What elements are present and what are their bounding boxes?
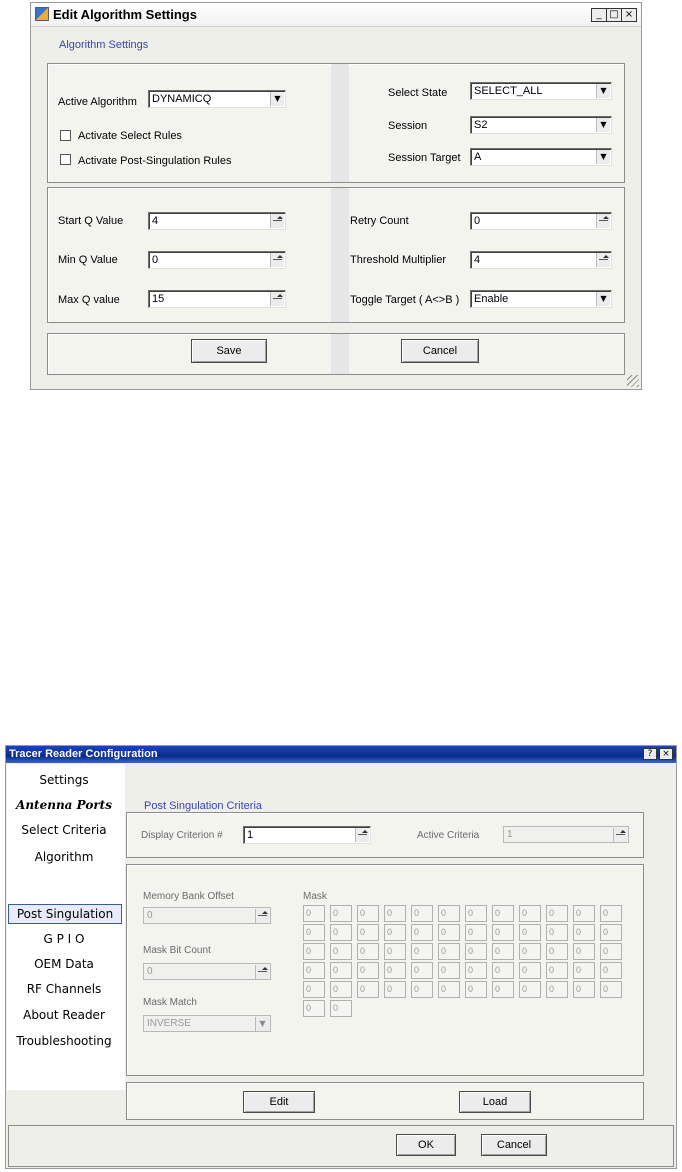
display-criterion-label: Display Criterion # [141, 830, 223, 841]
mask-cell[interactable]: 0 [519, 943, 541, 960]
algorithm-settings-link[interactable]: Algorithm Settings [59, 39, 149, 51]
retry-count-label: Retry Count [350, 215, 409, 227]
cancel-button[interactable]: Cancel [401, 339, 479, 363]
load-button[interactable]: Load [459, 1091, 531, 1113]
mask-cell[interactable]: 0 [600, 943, 622, 960]
chevron-down-icon[interactable]: ▼ [596, 84, 610, 98]
mask-cell[interactable]: 0 [357, 981, 379, 998]
mask-cell[interactable]: 0 [573, 943, 595, 960]
sidebar-item-rf-channels[interactable]: RF Channels [26, 982, 102, 996]
session-value: S2 [474, 119, 488, 131]
spin-icon [255, 909, 269, 923]
chevron-down-icon[interactable]: ▼ [596, 292, 610, 306]
chevron-down-icon[interactable]: ▼ [596, 118, 610, 132]
toggle-target-select[interactable] [470, 290, 612, 308]
mask-cell[interactable]: 0 [384, 981, 406, 998]
memory-bank-offset-label: Memory Bank Offset [143, 891, 234, 902]
retry-count-value: 0 [474, 215, 481, 227]
mask-cell[interactable]: 0 [492, 962, 514, 979]
sidebar-item-troubleshooting[interactable]: Troubleshooting [16, 1034, 112, 1048]
mask-cell[interactable]: 0 [411, 981, 433, 998]
mask-cell[interactable]: 0 [357, 905, 379, 922]
mask-label: Mask [303, 891, 327, 902]
session-target-select[interactable] [470, 148, 612, 166]
divider-stripe [331, 64, 349, 182]
cancel-button[interactable]: Cancel [481, 1134, 547, 1156]
sidebar-item-gpio[interactable]: G P I O [43, 932, 85, 946]
session-label: Session [388, 120, 428, 132]
mask-cell[interactable]: 0 [465, 962, 487, 979]
select-state-value: SELECT_ALL [474, 85, 543, 97]
dialog-footer [8, 1125, 674, 1167]
mask-cell[interactable]: 0 [384, 962, 406, 979]
spin-icon[interactable] [270, 253, 284, 267]
mask-cell[interactable]: 0 [357, 962, 379, 979]
mask-cell[interactable]: 0 [330, 943, 352, 960]
sidebar-item-post-singulation[interactable]: Post Singulation [8, 904, 122, 924]
mask-cell[interactable]: 0 [303, 924, 325, 941]
divider-stripe [331, 334, 349, 374]
mask-cell[interactable]: 0 [384, 943, 406, 960]
mask-cell[interactable]: 0 [465, 943, 487, 960]
mask-cell[interactable]: 0 [438, 981, 460, 998]
resize-grip-icon[interactable] [627, 375, 639, 387]
maximize-button[interactable]: □ [606, 8, 622, 22]
close-button[interactable]: × [659, 748, 673, 760]
activate-post-singulation-rules-checkbox[interactable] [60, 154, 71, 165]
start-q-value: 4 [152, 215, 159, 227]
mask-cell[interactable]: 0 [546, 943, 568, 960]
algorithm-group [47, 63, 625, 183]
mask-cell[interactable]: 0 [519, 981, 541, 998]
mask-cell[interactable]: 0 [357, 943, 379, 960]
select-state-select[interactable] [470, 82, 612, 100]
criterion-group [126, 812, 644, 858]
mask-match-select[interactable] [143, 1015, 271, 1032]
mask-cell[interactable]: 0 [465, 981, 487, 998]
mask-cell[interactable]: 0 [546, 962, 568, 979]
mask-cell[interactable]: 0 [411, 905, 433, 922]
mask-cell[interactable]: 0 [330, 905, 352, 922]
mask-cell[interactable]: 0 [492, 943, 514, 960]
mask-cell[interactable]: 0 [303, 1000, 325, 1017]
mask-bit-count-spinner[interactable] [143, 963, 271, 980]
display-criterion-spinner[interactable] [243, 826, 371, 844]
mask-cell[interactable]: 0 [438, 905, 460, 922]
mask-cell[interactable]: 0 [519, 924, 541, 941]
mask-cell[interactable]: 0 [303, 943, 325, 960]
mask-cell[interactable]: 0 [573, 981, 595, 998]
title-bar[interactable] [6, 746, 676, 763]
threshold-multiplier-value: 4 [474, 254, 481, 266]
max-q-value: 15 [152, 293, 165, 305]
mask-cell[interactable]: 0 [573, 905, 595, 922]
edit-algorithm-settings-dialog [30, 2, 642, 390]
mask-match-value: INVERSE [147, 1018, 191, 1029]
mask-bit-count-value: 0 [147, 966, 153, 977]
mask-cell[interactable]: 0 [600, 924, 622, 941]
mask-grid [303, 905, 633, 1045]
mask-cell[interactable]: 0 [438, 962, 460, 979]
app-icon [35, 7, 49, 21]
mask-cell[interactable]: 0 [573, 962, 595, 979]
active-criteria-label: Active Criteria [417, 830, 480, 841]
start-q-spinner[interactable] [148, 212, 286, 230]
close-button[interactable]: × [621, 8, 637, 22]
sidebar-item-antenna-ports[interactable]: Antenna Ports [16, 798, 112, 812]
chevron-down-icon: ▼ [255, 1017, 269, 1031]
mask-cell[interactable]: 0 [384, 924, 406, 941]
ok-button[interactable]: OK [396, 1134, 456, 1156]
mask-cell[interactable]: 0 [600, 981, 622, 998]
mask-cell[interactable]: 0 [384, 905, 406, 922]
memory-bank-offset-value: 0 [147, 910, 153, 921]
sidebar-item-about-reader[interactable]: About Reader [23, 1008, 105, 1022]
tracer-reader-configuration-dialog [5, 745, 677, 1169]
button-bar [47, 333, 625, 375]
spin-icon[interactable] [270, 292, 284, 306]
mask-cell[interactable]: 0 [600, 962, 622, 979]
mask-cell[interactable]: 0 [357, 924, 379, 941]
mask-cell[interactable]: 0 [600, 905, 622, 922]
mask-cell[interactable]: 0 [492, 924, 514, 941]
mask-cell[interactable]: 0 [573, 924, 595, 941]
mask-cell[interactable]: 0 [519, 905, 541, 922]
mask-cell[interactable]: 0 [492, 905, 514, 922]
dialog-title: Tracer Reader Configuration [9, 748, 158, 760]
divider-stripe [331, 188, 349, 322]
sidebar-item-algorithm[interactable]: Algorithm [34, 850, 94, 864]
q-values-group [47, 187, 625, 323]
mask-cell[interactable]: 0 [303, 905, 325, 922]
active-algorithm-select[interactable] [148, 90, 286, 108]
mask-cell[interactable]: 0 [546, 905, 568, 922]
session-target-label: Session Target [388, 152, 461, 164]
spin-icon[interactable] [355, 828, 369, 842]
chevron-down-icon[interactable]: ▼ [270, 92, 284, 106]
display-criterion-value: 1 [247, 829, 254, 841]
mask-cell[interactable]: 0 [411, 943, 433, 960]
mask-cell[interactable]: 0 [492, 981, 514, 998]
activate-select-rules-checkbox[interactable] [60, 130, 71, 141]
mask-cell[interactable]: 0 [330, 981, 352, 998]
mask-cell[interactable]: 0 [411, 962, 433, 979]
active-criteria-value: 1 [507, 829, 513, 840]
min-q-spinner[interactable] [148, 251, 286, 269]
active-criteria-spinner[interactable] [503, 826, 629, 843]
memory-bank-offset-spinner[interactable] [143, 907, 271, 924]
mask-cell[interactable]: 0 [465, 924, 487, 941]
mask-cell[interactable]: 0 [330, 962, 352, 979]
minimize-button[interactable]: _ [591, 8, 607, 22]
activate-post-singulation-rules-label: Activate Post-Singulation Rules [78, 155, 232, 167]
session-select[interactable] [470, 116, 612, 134]
mask-cell[interactable]: 0 [303, 981, 325, 998]
toggle-target-label: Toggle Target ( A<>B ) [350, 294, 460, 306]
max-q-spinner[interactable] [148, 290, 286, 308]
mask-cell[interactable]: 0 [519, 962, 541, 979]
threshold-multiplier-spinner[interactable] [470, 251, 612, 269]
mask-cell[interactable]: 0 [438, 924, 460, 941]
mask-cell[interactable]: 0 [330, 1000, 352, 1017]
mask-match-label: Mask Match [143, 997, 197, 1008]
spin-icon [613, 828, 627, 842]
activate-select-rules-label: Activate Select Rules [78, 130, 182, 142]
active-algorithm-label: Active Algorithm [58, 96, 137, 108]
mask-cell[interactable]: 0 [438, 943, 460, 960]
spin-icon[interactable] [596, 214, 610, 228]
select-state-label: Select State [388, 87, 448, 99]
sidebar-item-settings[interactable]: Settings [39, 773, 89, 787]
retry-count-spinner[interactable] [470, 212, 612, 230]
max-q-label: Max Q value [58, 294, 120, 306]
mask-cell[interactable]: 0 [303, 962, 325, 979]
spin-icon[interactable] [596, 253, 610, 267]
start-q-label: Start Q Value [58, 215, 124, 227]
mask-cell[interactable]: 0 [411, 924, 433, 941]
threshold-multiplier-label: Threshold Multiplier [350, 254, 446, 266]
dialog-title: Edit Algorithm Settings [53, 7, 197, 22]
chevron-down-icon[interactable]: ▼ [596, 150, 610, 164]
min-q-label: Min Q Value [58, 254, 118, 266]
save-button[interactable]: Save [191, 339, 267, 363]
mask-group [126, 864, 644, 1076]
mask-cell[interactable]: 0 [546, 924, 568, 941]
spin-icon[interactable] [270, 214, 284, 228]
mask-cell[interactable]: 0 [465, 905, 487, 922]
sidebar-item-select-criteria[interactable]: Select Criteria [21, 823, 107, 837]
mask-cell[interactable]: 0 [546, 981, 568, 998]
edit-button[interactable]: Edit [243, 1091, 315, 1113]
mask-bit-count-label: Mask Bit Count [143, 945, 211, 956]
mask-cell[interactable]: 0 [330, 924, 352, 941]
active-algorithm-value: DYNAMICQ [152, 93, 212, 105]
sidebar-item-oem-data[interactable]: OEM Data [34, 957, 94, 971]
sidebar-nav [7, 764, 125, 1090]
help-button[interactable]: ? [643, 748, 657, 760]
session-target-value: A [474, 151, 482, 163]
spin-icon [255, 965, 269, 979]
min-q-value: 0 [152, 254, 159, 266]
title-bar[interactable] [31, 3, 641, 27]
post-singulation-criteria-link[interactable]: Post Singulation Criteria [144, 800, 263, 812]
toggle-target-value: Enable [474, 293, 509, 305]
edit-load-bar [126, 1082, 644, 1120]
